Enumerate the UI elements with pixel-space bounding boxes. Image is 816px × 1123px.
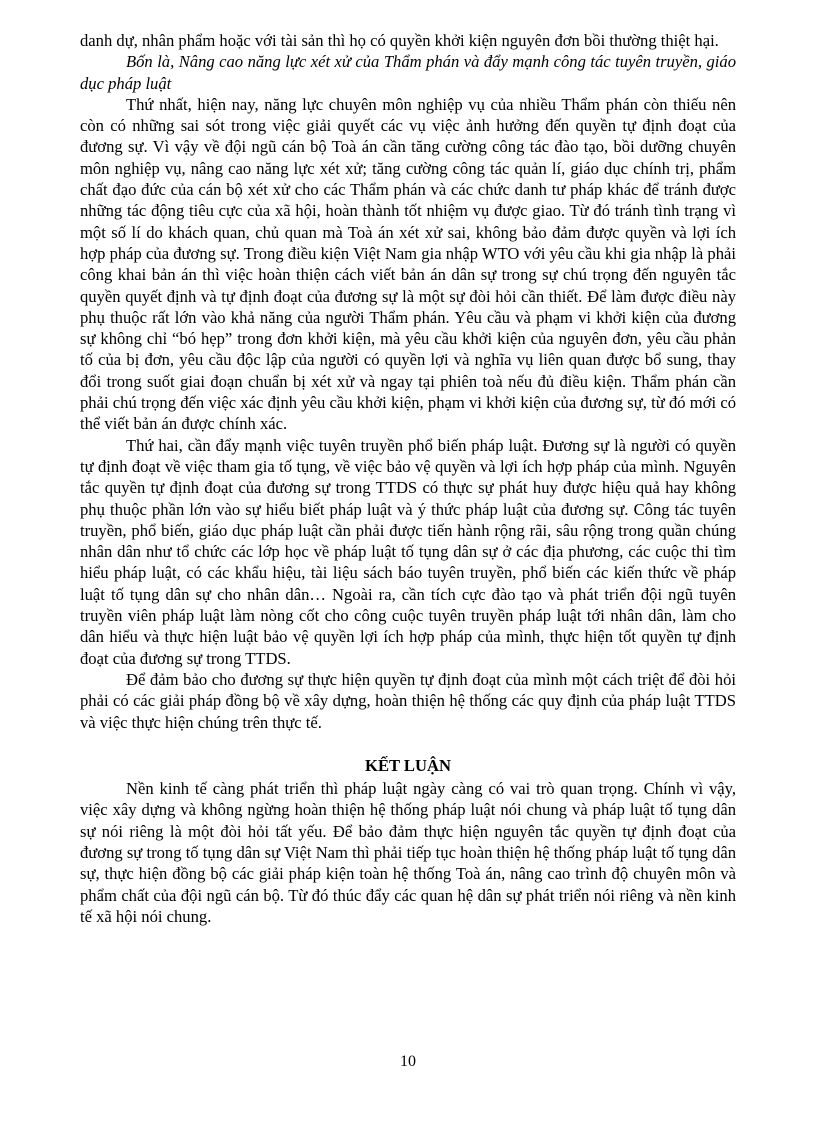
conclusion-heading: KẾT LUẬN xyxy=(365,755,451,775)
section-subheading: Bốn là, Nâng cao năng lực xét xử của Thẩm phán và đẩy mạnh công tác tuyên truyền, giáo dục pháp luật xyxy=(80,52,736,93)
page-number: 10 xyxy=(400,1053,416,1070)
paragraph-first-point: Thứ nhất, hiện nay, năng lực chuyên môn nghiệp vụ của nhiều Thẩm phán còn thiếu nên còn có những sai sót trong việc giải quyết các vụ việc ảnh hưởng đến quyền tự định đoạt của đương sự. Vì vậy về đội ngũ cán bộ Toà án cần tăng cường công tác đào tạo, bồi dưỡng chuyên môn nghiệp vụ, nâng cao năng lực xét xử; tăng cường công tác quản lí, giáo dục chính trị, phẩm chất đạo đức của cán bộ xét xử cho các Thẩm phán và các chức danh tư pháp khác để tránh được những tác động tiêu cực của xã hội, hoàn thành tốt nhiệm vụ được giao. Từ đó tránh tình trạng vì một số lí do khách quan, chủ quan mà Toà án xét xử sai, không bảo đảm được quyền và lợi ích hợp pháp của đương sự. Trong điều kiện Việt Nam gia nhập WTO với yêu cầu khi gia nhập là phải công khai bản án thì việc hoàn thiện cách viết bản án dân sự trong sự chú trọng đến nguyên tắc quyền quyết định và tự định đoạt của đương sự là một sự đòi hỏi cần thiết. Để làm được điều này phụ thuộc rất lớn vào khả năng của người Thẩm phán. Yêu cầu và phạm vi khởi kiện của đương sự không chỉ “bó hẹp” trong đơn khởi kiện, mà yêu cầu khởi kiện của nguyên đơn, yêu cầu phản tố của bị đơn, yêu cầu độc lập của người có quyền lợi và nghĩa vụ liên quan được bổ sung, thay đổi trong suốt giai đoạn chuẩn bị xét xử và ngay tại phiên toà nếu đủ điều kiện. Thẩm phán cần phải chú trọng đến việc xác định yêu cầu khởi kiện, phạm vi khởi kiện của đương sự, từ đó mới có thể viết bản án được chính xác. xyxy=(80,94,736,434)
paragraph-second-point: Thứ hai, cần đẩy mạnh việc tuyên truyền phổ biến pháp luật. Đương sự là người có quyền tự định đoạt về việc tham gia tố tụng, về việc bảo vệ quyền và lợi ích hợp pháp của mình. Nguyên tắc quyền tự định đoạt của đương sự trong TTDS có thực sự phát huy được hiệu quả hay không phụ thuộc phần lớn vào sự hiểu biết pháp luật và ý thức pháp luật của đương sự. Công tác tuyên truyền, phổ biến, giáo dục pháp luật cần phải được tiến hành rộng rãi, sâu rộng trong quần chúng nhân dân như tổ chức các lớp học về pháp luật tố tụng dân sự ở các địa phương, các cuộc thi tìm hiểu pháp luật, có các khẩu hiệu, tài liệu sách báo tuyên truyền, phổ biến các kiến thức về pháp luật tố tụng dân sự cho nhân dân… Ngoài ra, cần tích cực đào tạo và phát triển đội ngũ tuyên truyền viên pháp luật làm nòng cốt cho công cuộc tuyên truyền pháp luật tới nhân dân, làm cho dân hiểu và thực hiện luật bảo vệ quyền lợi ích hợp pháp của mình, thực hiện tốt quyền tự định đoạt của đương sự trong TTDS. xyxy=(80,435,736,668)
paragraph-continuation: danh dự, nhân phẩm hoặc với tài sản thì họ có quyền khởi kiện nguyên đơn bồi thường thiệt hại. xyxy=(80,31,719,50)
conclusion-paragraph: Nền kinh tế càng phát triển thì pháp luật ngày càng có vai trò quan trọng. Chính vì vậy, việc xây dựng và không ngừng hoàn thiện hệ thống pháp luật nói chung và pháp luật tố tụng dân sự nói riêng là một đòi hỏi tất yếu. Để bảo đảm thực hiện nguyên tắc quyền tự định đoạt của đương sự trong tố tụng dân sự Việt Nam thì phải tiếp tục hoàn thiện hệ thống pháp luật tố tụng dân sự, thực hiện đồng bộ các giải pháp kiện toàn hệ thống Toà án, nâng cao trình độ chuyên môn và phẩm chất của đội ngũ cán bộ. Từ đó thúc đẩy các quan hệ dân sự phát triển nói riêng và nền kinh tế xã hội nói chung. xyxy=(80,779,736,926)
document-page xyxy=(80,30,736,927)
paragraph-summary: Để đảm bảo cho đương sự thực hiện quyền tự định đoạt của mình một cách triệt để đòi hỏi phải có các giải pháp đồng bộ về xây dựng, hoàn thiện hệ thống các quy định của pháp luật TTDS và việc thực hiện chúng trên thực tế. xyxy=(80,669,736,732)
